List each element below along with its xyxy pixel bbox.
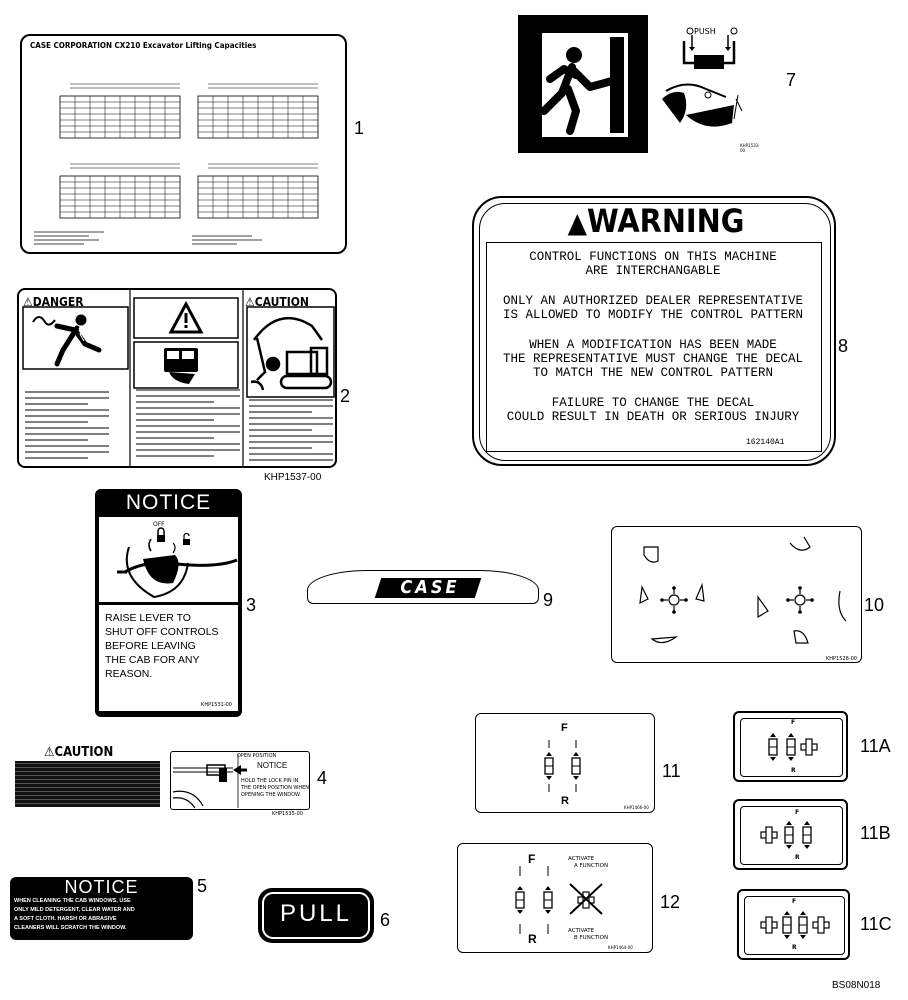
push-handle-icon [654,15,764,155]
decal-11c-r-label: R [792,944,797,951]
decal-2-part-number: KHP1537-00 [264,472,322,483]
cross-pedal-icon [766,827,772,843]
decal-2-danger-caution [17,288,337,468]
arrow-head [673,611,675,613]
arrow-head [811,599,813,601]
decal-11c [737,889,850,960]
decal-2-artwork [19,290,339,470]
callout-5: 5 [197,876,208,896]
decal-10-control-pattern [611,526,862,663]
decal-4-line: THE OPEN POSITION WHEN [241,785,309,791]
swing-icon [640,585,704,603]
decal-12-activate-a: ACTIVATE A FUNCTION [568,856,609,869]
decal-9-case-logo-bar [307,570,539,604]
arrow-down [804,845,810,849]
callout-12: 12 [660,892,681,912]
lever-shutoff-icon [99,517,238,602]
control-pattern-icons [612,527,863,664]
decal-12-levers [458,844,654,954]
decal-11b-f-label: F [795,809,800,816]
decal-4-caution-header: ⚠CAUTION [44,745,114,760]
decal-3-notice-lever [95,489,242,717]
arrow-up [573,752,579,756]
decal-2-caution-header: ⚠CAUTION [245,295,309,309]
callout-4: 4 [317,768,328,788]
decal-3-line: SHUT OFF CONTROLS [105,626,219,638]
decal-5-line: WHEN CLEANING THE CAB WINDOWS, USE [14,898,131,904]
decal-12-activate-b: ACTIVATE B FUNCTION [568,928,609,941]
callout-11b: 11B [860,823,891,843]
decal-7-exit-sign [518,15,648,153]
decal-5-line: A SOFT CLOTH. HARSH OR ABRASIVE [14,916,117,922]
callout-6: 6 [380,910,391,930]
bucket-icon [644,547,658,562]
decal-11c-levers [739,891,852,962]
arrow-head [799,611,801,613]
arrow-up [517,886,523,890]
decal-4-open-position-label: OPEN POSITION [237,753,277,759]
callout-7: 7 [786,70,797,90]
arrow-down [800,935,806,939]
arrow-down [546,776,552,780]
callout-2: 2 [340,386,351,406]
arrow-down [784,935,790,939]
left-joystick-icon [669,595,679,605]
decal-3-header: NOTICE [125,491,212,514]
decal-8-body: CONTROL FUNCTIONS ON THIS MACHINE ARE INTERCHANGABLE ONLY AN AUTHORIZED DEALER REPRESENTATIVE IS ALLOWED TO MODIFY THE CONTROL PATTERN WHEN A MODIFICATION HAS BEEN MADE THE REPRESENTATIVE MUST CHANGE THE DECAL TO MATCH THE NEW CONTROL PATTERN FAILURE TO CHANGE THE DECAL COULD RESULT IN DEATH OR SERIOUS INJURY [502,250,804,424]
decal-7-part-number: KHP1533-00 [740,143,760,153]
arrow-head [799,587,801,589]
decal-4-line: HOLD THE LOCK PIN IN [241,778,299,784]
decal-8-header: ▲WARNING [567,202,745,240]
decal-7-push-instructions [654,15,764,155]
arrow-head [787,599,789,601]
arrow-head [685,599,687,601]
decal-8-part-number: 162140A1 [746,438,785,447]
decal-10-part-number: KHP1528-00 [826,656,857,662]
bucket-icon [790,537,810,550]
cross-pedal-icon [818,917,824,933]
cross-pedal-icon [806,739,812,755]
figure-id: BS08N018 [832,980,881,991]
arrow-head [673,587,675,589]
boom-icon [794,631,808,643]
decal-3-line: BEFORE LEAVING [105,640,196,652]
electrocution-icon [33,315,99,364]
decal-3-off-label: OFF [153,521,165,528]
warning-triangle-icon: ▲ [567,206,588,239]
decal-5-header: NOTICE [64,877,139,897]
callout-1: 1 [354,118,365,138]
arrow-up [770,733,776,737]
arrow-up [784,911,790,915]
decal-2-danger-header: ⚠DANGER [23,293,129,306]
callout-9: 9 [543,590,554,610]
decal-11c-f-label: F [792,898,797,905]
callout-11a: 11A [860,736,891,756]
callout-3: 3 [246,595,257,615]
arrow-up [546,752,552,756]
decal-1-tables [22,36,349,256]
decal-8-warning [472,196,836,466]
decal-4-line: OPENING THE WINDOW. [241,792,301,798]
decal-11a-r-label: R [791,767,796,774]
excavator-icon [251,318,331,390]
aux-arrows [570,884,602,914]
callout-10: 10 [864,595,885,615]
arrow-up [545,886,551,890]
decal-4-part-number: KHP1535-00 [272,811,303,817]
decal-12-f-label: F [528,852,536,866]
decal-5-line: ONLY MILD DETERGENT, CLEAR WATER AND [14,907,135,913]
decal-12-r-label: R [528,932,537,946]
arrow-down [545,910,551,914]
decal-12-part-number: KHP1464-00 [608,945,633,950]
decal-11-part-number: KHP1466-00 [624,805,649,810]
arrow-down [786,845,792,849]
decal-11a [733,711,848,782]
decal-1-lifting-capacities [20,34,347,254]
callout-8: 8 [838,336,849,356]
warning-triangle-icon [171,304,201,332]
decal-11b-levers [735,801,850,872]
arrow-down [788,757,794,761]
arrow-up [786,821,792,825]
decal-11-r-label: R [561,795,569,807]
decal-6-label: PULL [279,900,353,927]
decal-11a-f-label: F [791,719,796,726]
decal-9-logo-text: CASE [400,577,460,598]
decal-4-caution-block [15,761,160,807]
decal-3-part-number: KHP1531-00 [201,702,232,708]
running-man-icon [518,15,648,153]
arrow-head [661,599,663,601]
decal-1-title: CASE CORPORATION CX210 Excavator Lifting Capacities [30,41,257,50]
decal-4-notice-decal [170,751,310,810]
decal-3-line: THE CAB FOR ANY [105,654,200,666]
arrow-down [517,910,523,914]
manual-icon [164,348,198,384]
arrow-down [573,776,579,780]
decal-12-control-pattern [457,843,653,953]
arrow-down [770,757,776,761]
callout-11: 11 [662,761,681,781]
callout-11c: 11C [860,914,892,934]
decal-11-levers [476,714,656,814]
right-joystick-icon [795,595,805,605]
decal-6-pull [258,888,374,943]
decal-11-control-pattern [475,713,655,813]
decal-3-line: REASON. [105,668,153,680]
decal-11a-levers [735,713,850,784]
arrow-up [804,821,810,825]
decal-3-message [99,605,238,711]
decal-5-line: CLEANERS WILL SCRATCH THE WINDOW. [14,925,127,931]
decal-7-push-label: PUSH [694,27,716,36]
decal-11-f-label: F [561,722,568,734]
cross-pedal-icon [766,917,772,933]
decal-11b-r-label: R [795,854,800,861]
arrow-up [800,911,806,915]
boom-icon [652,637,676,643]
arrow-up [788,733,794,737]
decal-5-notice-cleaning [10,877,193,940]
decal-3-line: RAISE LEVER TO [105,612,191,624]
decal-4-notice-label: NOTICE [257,761,288,770]
decal-11b [733,799,848,870]
